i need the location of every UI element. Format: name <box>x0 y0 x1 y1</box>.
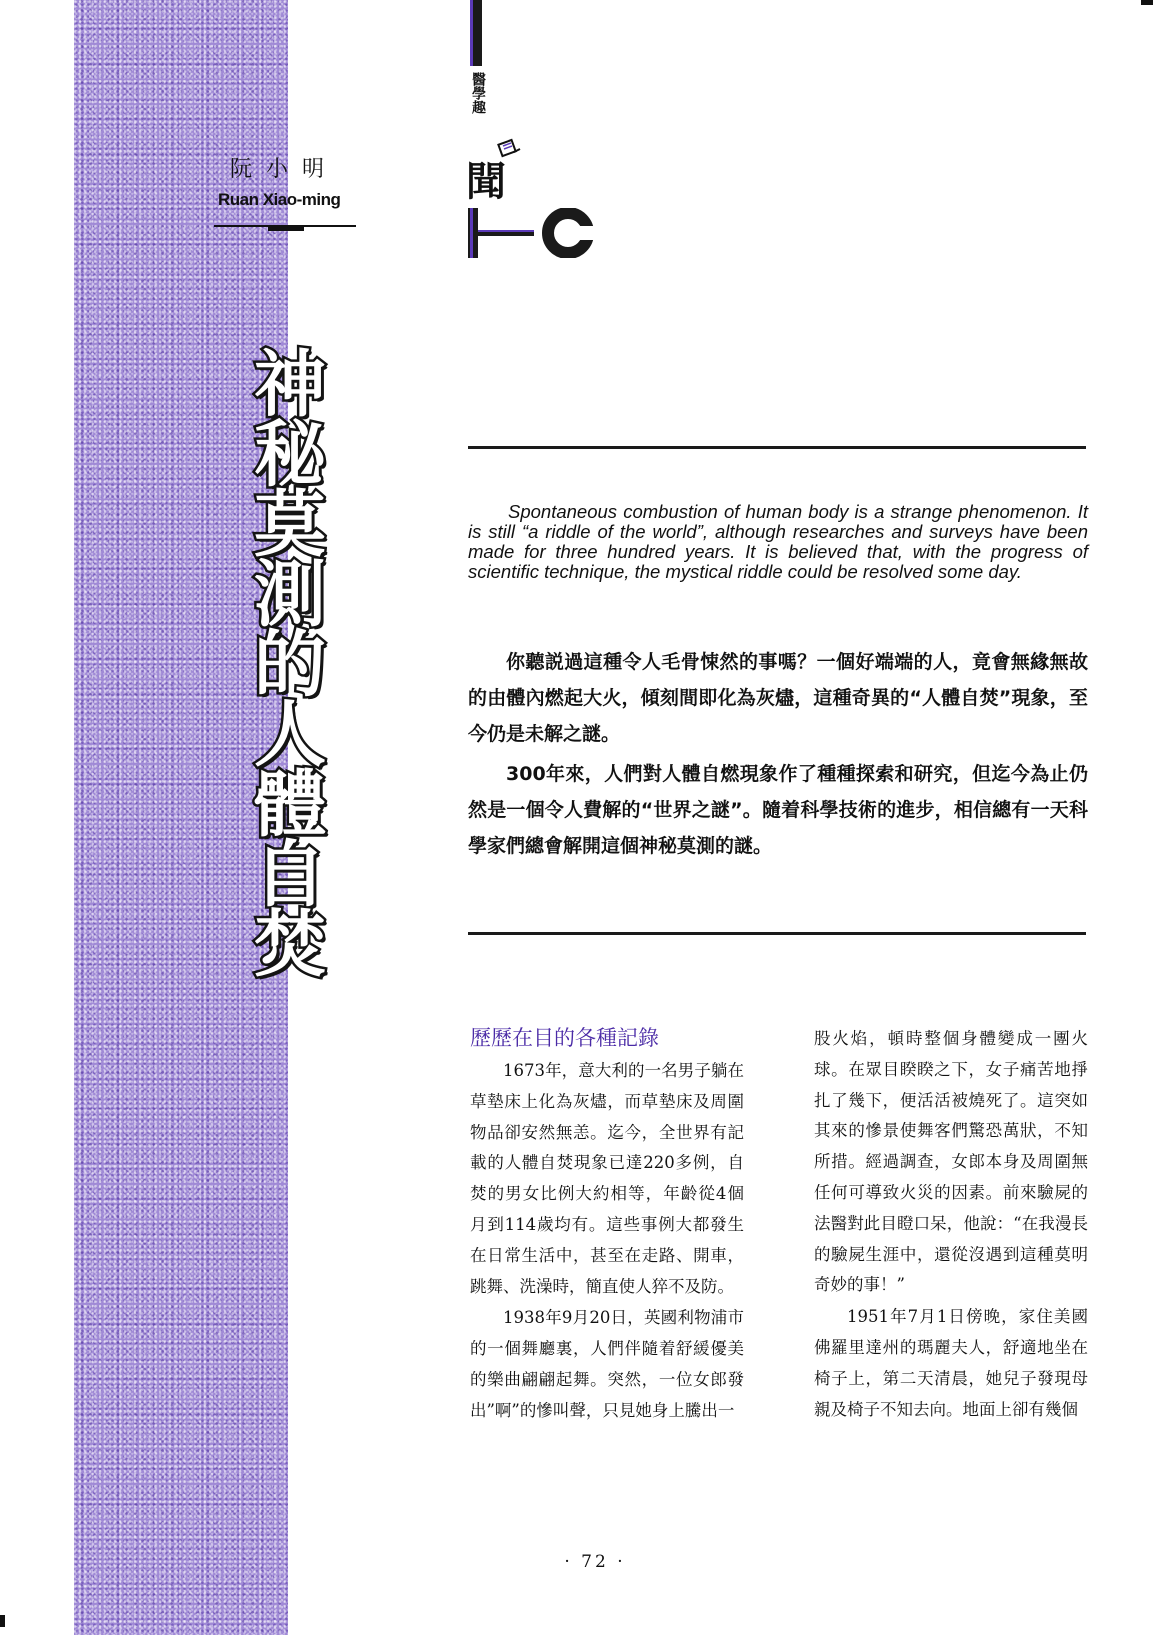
body-paragraph-continued: 股火焰，頓時整個身體變成一團火球。在眾目睽睽之下，女子痛苦地掙扎了幾下，便活活被燒死了。這突如其來的慘景使舞客們驚恐萬狀，不知所措。經過調查，女郎本身及周圍無任何可導致火災的因素。前來驗屍的法醫對此目瞪口呆，他說：“在我漫長的驗屍生涯中，還從沒遇到這種莫明奇妙的事！” <box>814 1029 1088 1295</box>
article-title: 神秘莫測的人體自焚 <box>242 346 326 976</box>
english-abstract <box>468 502 1088 582</box>
column-logo <box>468 208 594 258</box>
divider <box>468 932 1086 935</box>
column-label: 醫學趣 <box>470 72 486 114</box>
author-name-english: Ruan Xiao-ming <box>218 190 341 209</box>
body-paragraph: 1938年9月20日，英國利物浦市的一個舞廳裏，人們伴隨着舒緩優美的樂曲翩翩起舞。突然，一位女郎發出”啊”的慘叫聲，只見她身上騰出一 <box>470 1308 744 1420</box>
crop-mark <box>1141 0 1153 5</box>
body-paragraph: 1951年7月1日傍晚，家住美國佛羅里達州的瑪麗夫人，舒適地坐在椅子上，第二天清晨，她兒子發現母親及椅子不知去向。地面上卻有幾個 <box>814 1307 1088 1419</box>
abstract-text: Spontaneous combustion of human body is a strange phenomenon. It is still “a riddle of the world”, although researches and surveys have been made for three hundred years. It is believed that, with the progress of scientific technique, the mystical riddle could be resolved some day. <box>468 501 1088 582</box>
newspaper-icon <box>496 136 522 160</box>
body-column-right <box>814 1024 1088 1426</box>
intro-paragraph: 你聽説過這種令人毛骨悚然的事嗎？一個好端端的人，竟會無緣無故的由體內燃起大火，傾刻間即化為灰燼，這種奇異的“人體自焚”現象，至今仍是未解之謎。 <box>468 651 1088 745</box>
section-heading: 歷歷在目的各種記錄 <box>470 1026 659 1050</box>
author-underline-accent <box>268 226 304 231</box>
column-header-bar <box>470 0 482 66</box>
divider <box>468 446 1086 449</box>
intro-block <box>468 644 1088 868</box>
crop-mark <box>0 1615 5 1627</box>
body-paragraph: 1673年，意大利的一名男子躺在草墊床上化為灰燼，而草墊床及周圍物品卻安然無恙。迄今，全世界有記載的人體自焚現象已達220多例，自焚的男女比例大約相等，年齡從4個月到114歲均有。這些事例大都發生在日常生活中，甚至在走路、開車，跳舞、洗澡時，簡直使人猝不及防。 <box>470 1061 744 1296</box>
author-name-chinese: 阮小明 <box>230 157 339 182</box>
intro-paragraph: 300年來，人們對人體自燃現象作了種種探索和研究，但迄今為止仍然是一個令人費解的“世界之謎”。隨着科學技術的進步，相信總有一天科學家們總會解開這個神秘莫測的謎。 <box>468 763 1088 857</box>
page-number: · 72 · <box>564 1552 626 1572</box>
body-column-left <box>470 1056 744 1428</box>
column-title-char: 聞 <box>466 159 506 205</box>
